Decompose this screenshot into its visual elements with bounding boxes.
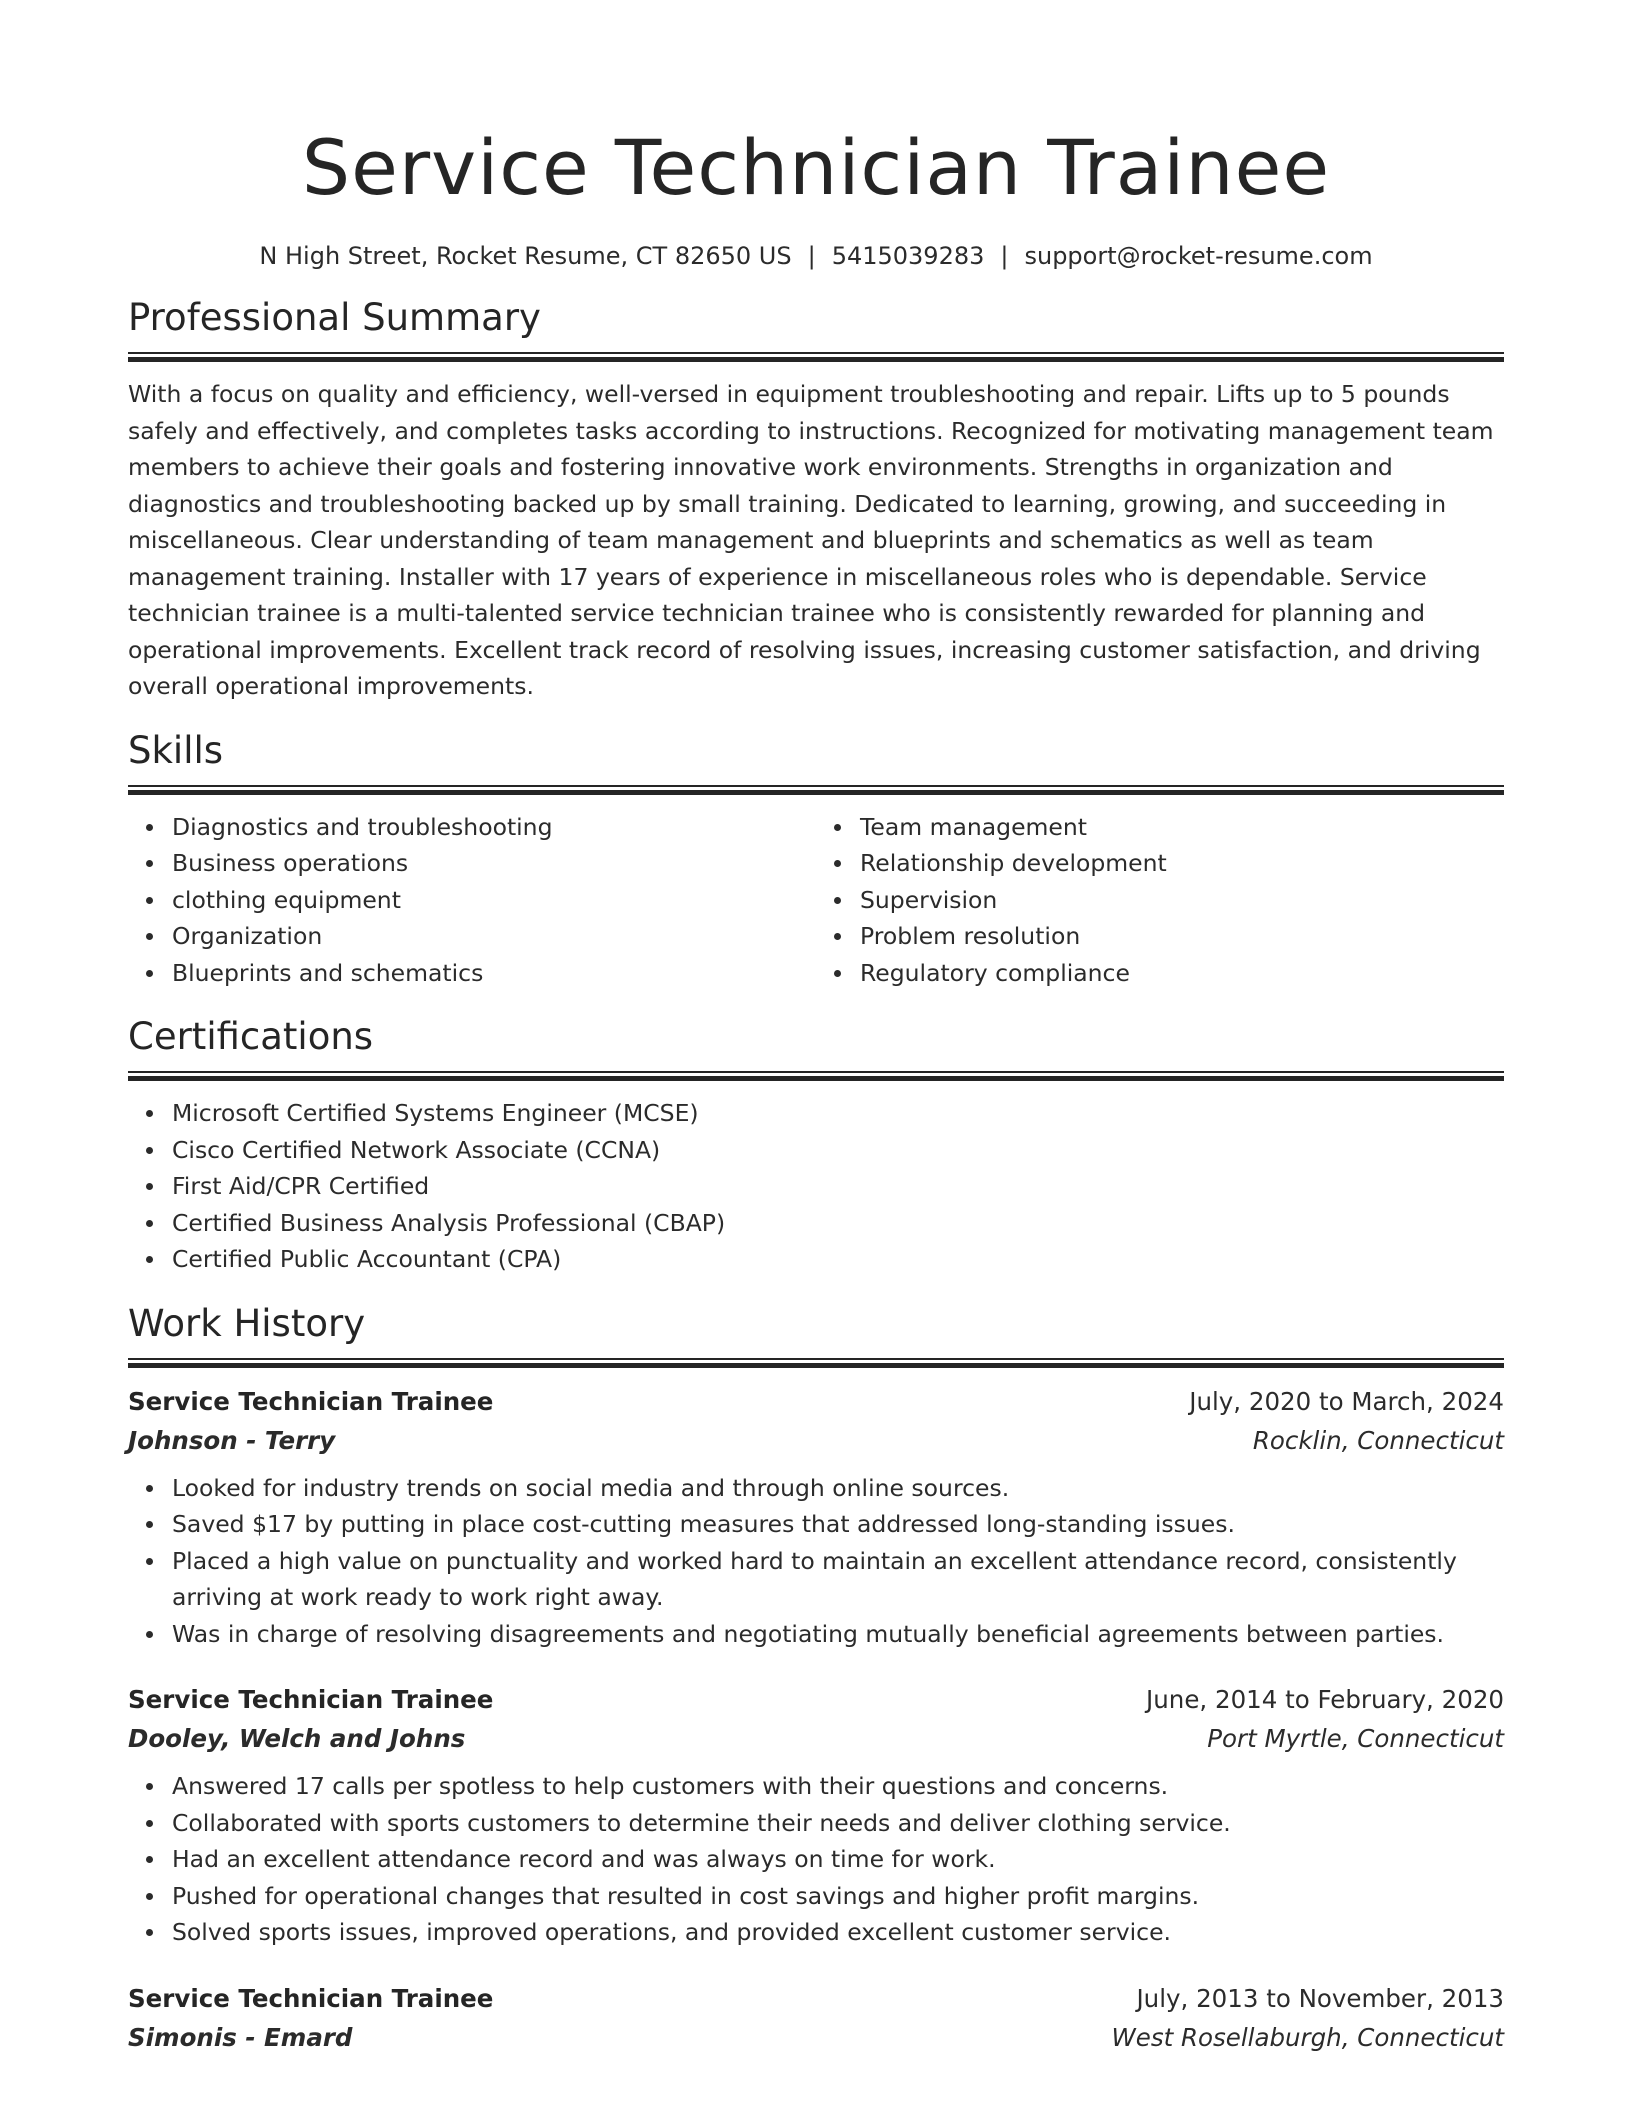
section-divider [128, 352, 1504, 362]
work-history-heading: Work History [128, 1301, 366, 1345]
job-duty-item: Looked for industry trends on social media and through online sources. [172, 1470, 1504, 1507]
skill-item: Blueprints and schematics [172, 955, 816, 992]
skill-item: Team management [860, 809, 1504, 846]
certification-item: Cisco Certified Network Associate (CCNA) [172, 1132, 1504, 1169]
job-employer-row [128, 2018, 1504, 2057]
summary-section [128, 294, 1504, 705]
job-duties-list [128, 1470, 1504, 1653]
job-location: Rocklin, Connecticut [1252, 1425, 1504, 1455]
job-entry [128, 1382, 1504, 1653]
skills-list-right [816, 809, 1504, 992]
job-company: Simonis - Emard [128, 2022, 353, 2052]
contact-email: support@rocket-resume.com [1024, 242, 1373, 270]
certification-item: Microsoft Certified Systems Engineer (MCSE) [172, 1095, 1504, 1132]
job-entry [128, 1680, 1504, 1951]
job-duty-item: Solved sports issues, improved operations, and provided excellent customer service. [172, 1914, 1504, 1951]
job-header-row [128, 1680, 1504, 1719]
contact-line [128, 240, 1504, 272]
job-location: West Rosellaburgh, Connecticut [1111, 2022, 1504, 2052]
job-title: Service Technician Trainee [128, 1386, 494, 1416]
summary-text: With a focus on quality and efficiency, well-versed in equipment troubleshooting and repair. Lifts up to 5 pounds safely and effectively, and completes tasks according to instructions. Recognized for motivating management team members to achieve their goals and fostering innovative work environments. Strengths in organization and diagnostics and troubleshooting backed up by small training. Dedicated to learning, growing, and succeeding in miscellaneous. Clear understanding of team management and blueprints and schematics as well as team management training. Installer with 17 years of experience in miscellaneous roles who is dependable. Service technician trainee is a multi-talented service technician trainee who is consistently rewarded for planning and operational improvements. Excellent track record of resolving issues, increasing customer satisfaction, and driving overall operational improvements. [128, 380, 1494, 700]
job-dates: July, 2013 to November, 2013 [1136, 1983, 1504, 2013]
skill-item: Business operations [172, 845, 816, 882]
skill-item: Diagnostics and troubleshooting [172, 809, 816, 846]
job-employer-row [128, 1421, 1504, 1460]
job-dates: July, 2020 to March, 2024 [1189, 1386, 1504, 1416]
job-duty-item: Answered 17 calls per spotless to help customers with their questions and concerns. [172, 1768, 1504, 1805]
job-duty-item: Pushed for operational changes that resulted in cost savings and higher profit margins. [172, 1878, 1504, 1915]
contact-separator: | [1000, 242, 1009, 270]
skills-heading: Skills [128, 728, 224, 772]
section-divider [128, 1358, 1504, 1368]
job-duties-list [128, 1768, 1504, 1951]
certification-item: Certified Business Analysis Professional (CBAP) [172, 1205, 1504, 1242]
job-duty-item: Placed a high value on punctuality and worked hard to maintain an excellent attendance record, consistently arriving at work ready to work right away. [172, 1543, 1504, 1616]
job-duty-item: Saved $17 by putting in place cost-cutting measures that addressed long-standing issues. [172, 1506, 1504, 1543]
resume-name: Service Technician Trainee [301, 123, 1331, 212]
section-divider [128, 1071, 1504, 1081]
skills-section [128, 727, 1504, 992]
job-employer-row [128, 1719, 1504, 1758]
skill-item: Regulatory compliance [860, 955, 1504, 992]
job-entry [128, 1979, 1504, 2057]
skill-item: clothing equipment [172, 882, 816, 919]
certification-item: Certified Public Accountant (CPA) [172, 1241, 1504, 1278]
job-duty-item: Collaborated with sports customers to determine their needs and deliver clothing service. [172, 1805, 1504, 1842]
contact-address: N High Street, Rocket Resume, CT 82650 US [259, 242, 792, 270]
work-history-section [128, 1300, 1504, 2057]
skills-list-left [128, 809, 816, 992]
certifications-heading: Certifications [128, 1015, 374, 1058]
certification-item: First Aid/CPR Certified [172, 1168, 1504, 1205]
contact-phone: 5415039283 [831, 242, 985, 270]
job-company: Dooley, Welch and Johns [128, 1724, 466, 1753]
certifications-section [128, 1013, 1504, 1278]
skill-item: Supervision [860, 882, 1504, 919]
job-title: Service Technician Trainee [128, 1983, 494, 2013]
job-duty-item: Was in charge of resolving disagreements and negotiating mutually beneficial agreements between parties. [172, 1616, 1504, 1653]
job-title: Service Technician Trainee [128, 1685, 494, 1714]
skill-item: Problem resolution [860, 918, 1504, 955]
skills-grid [128, 795, 1504, 992]
skill-item: Relationship development [860, 845, 1504, 882]
job-location: Port Myrtle, Connecticut [1207, 1724, 1504, 1753]
summary-heading: Professional Summary [128, 296, 541, 339]
job-duty-item: Had an excellent attendance record and was always on time for work. [172, 1841, 1504, 1878]
job-company: Johnson - Terry [128, 1425, 336, 1455]
job-header-row [128, 1382, 1504, 1421]
contact-separator: | [807, 242, 816, 270]
section-divider [128, 785, 1504, 795]
job-header-row [128, 1979, 1504, 2018]
certifications-list [128, 1095, 1504, 1278]
job-dates: June, 2014 to February, 2020 [1146, 1685, 1504, 1714]
skill-item: Organization [172, 918, 816, 955]
